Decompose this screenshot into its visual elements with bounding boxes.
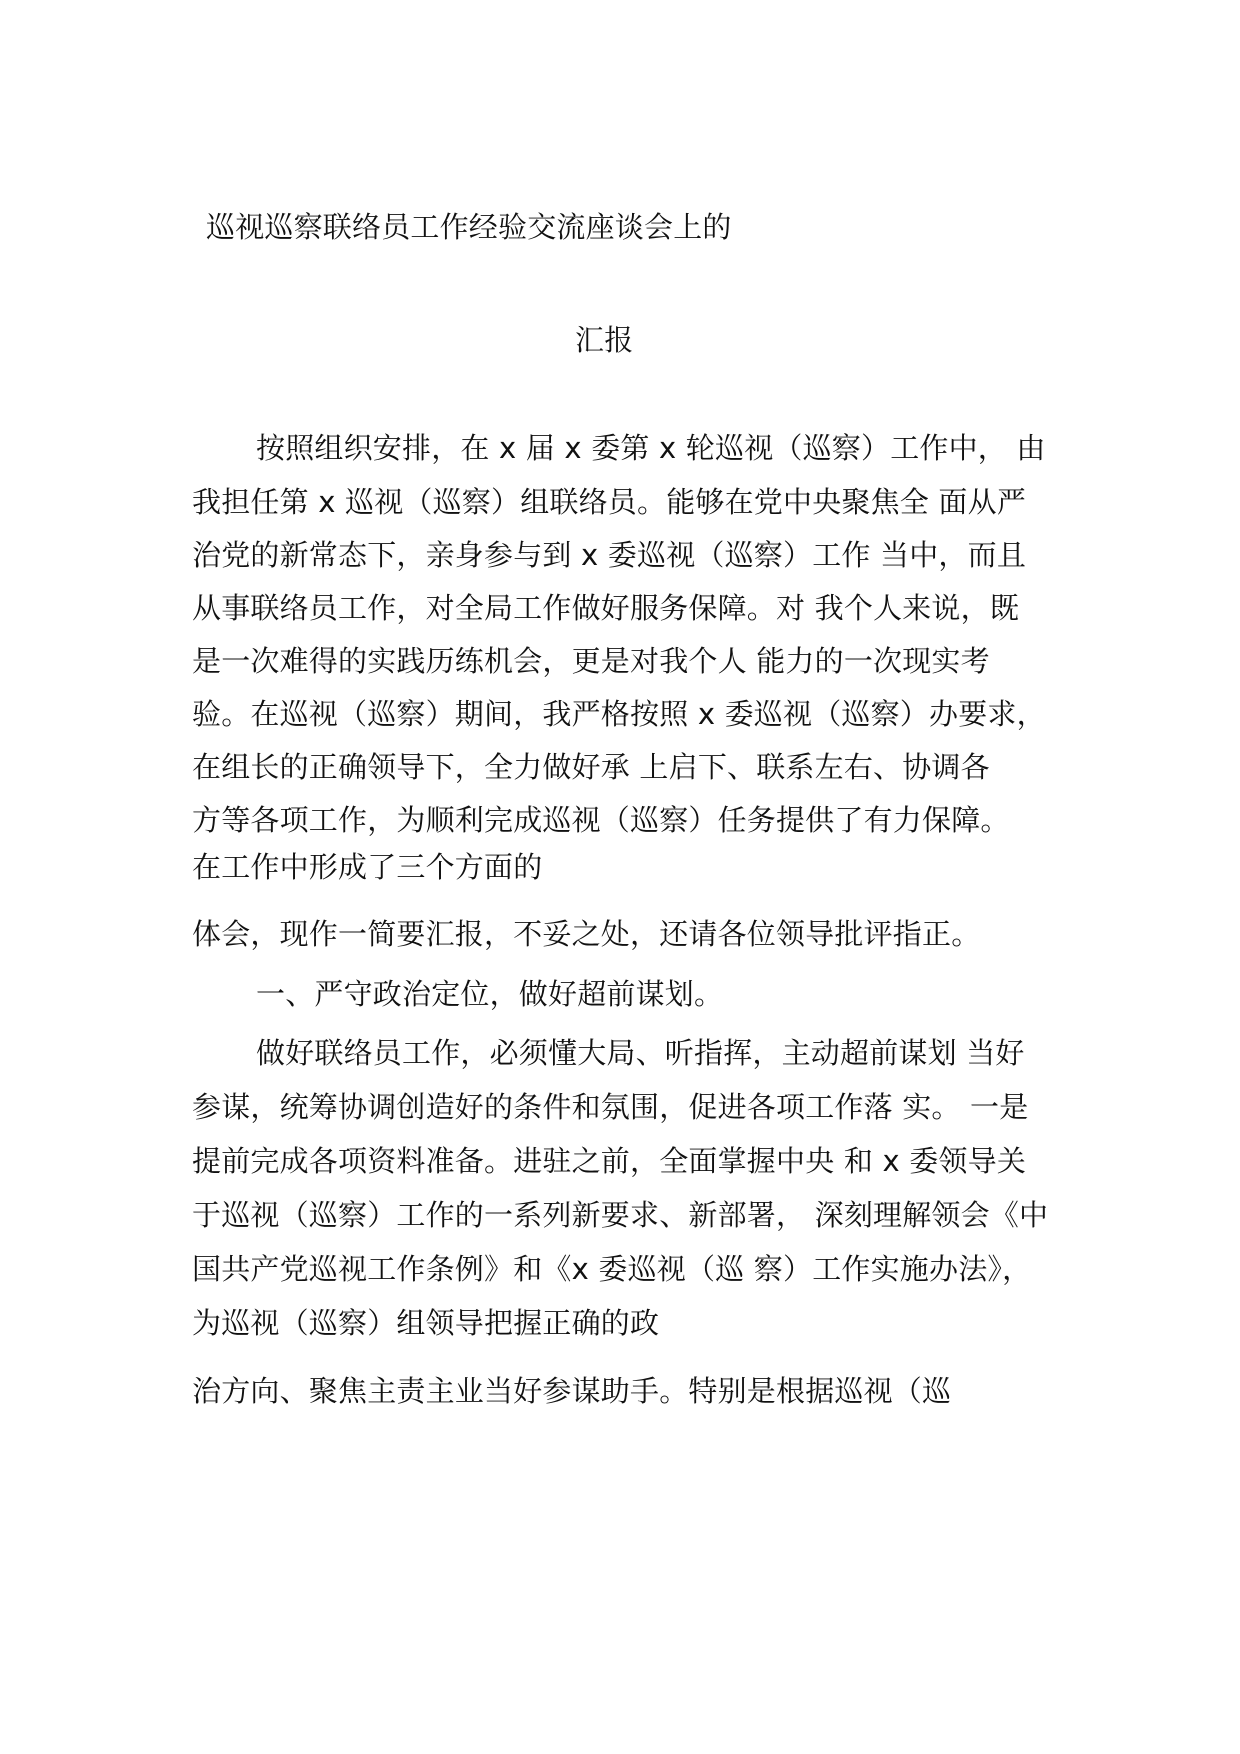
paragraph-line: 国共产党巡视工作条例》和《x 委巡视（巡 察）工作实施办法》， <box>192 1252 1032 1286</box>
paragraph-line: 是一次难得的实践历练机会，更是对我个人 能力的一次现实考 <box>192 644 990 678</box>
document-title-line-1: 巡视巡察联络员工作经验交流座谈会上的 <box>206 210 732 244</box>
paragraph-line: 参谋，统筹协调创造好的条件和氛围，促进各项工作落 实。 一是 <box>192 1090 1029 1124</box>
paragraph-line: 方等各项工作，为顺利完成巡视（巡察）任务提供了有力保障。 <box>192 803 1010 837</box>
document-title-line-2: 汇报 <box>575 323 634 357</box>
paragraph-line: 我担任第 x 巡视（巡察）组联络员。能够在党中央聚焦全 面从严 <box>192 485 1027 519</box>
paragraph-line: 按照组织安排，在 x 届 x 委第 x 轮巡视（巡察）工作中， 由 <box>256 431 1046 465</box>
paragraph-line: 治方向、聚焦主责主业当好参谋助手。特别是根据巡视（巡 <box>192 1374 952 1408</box>
paragraph-line: 验。在巡视（巡察）期间，我严格按照 x 委巡视（巡察）办要求， <box>192 697 1046 731</box>
paragraph-line: 做好联络员工作，必须懂大局、听指挥，主动超前谋划 当好 <box>256 1036 1025 1070</box>
paragraph-line: 从事联络员工作，对全局工作做好服务保障。对 我个人来说，既 <box>192 591 1020 625</box>
paragraph-line: 于巡视（巡察）工作的一系列新要求、新部署， 深刻理解领会《中 <box>192 1198 1049 1232</box>
paragraph-line: 在工作中形成了三个方面的 <box>192 850 543 884</box>
paragraph-line: 在组长的正确领导下，全力做好承 上启下、联系左右、协调各 <box>192 750 990 784</box>
paragraph-line: 提前完成各项资料准备。进驻之前，全面掌握中央 和 x 委领导关 <box>192 1144 1027 1178</box>
section-heading: 一、严守政治定位，做好超前谋划。 <box>256 977 724 1011</box>
paragraph-line: 治党的新常态下，亲身参与到 x 委巡视（巡察）工作 当中，而且 <box>192 538 1027 572</box>
paragraph-line: 为巡视（巡察）组领导把握正确的政 <box>192 1306 660 1340</box>
paragraph-line: 体会，现作一简要汇报，不妥之处，还请各位领导批评指正。 <box>192 917 981 951</box>
